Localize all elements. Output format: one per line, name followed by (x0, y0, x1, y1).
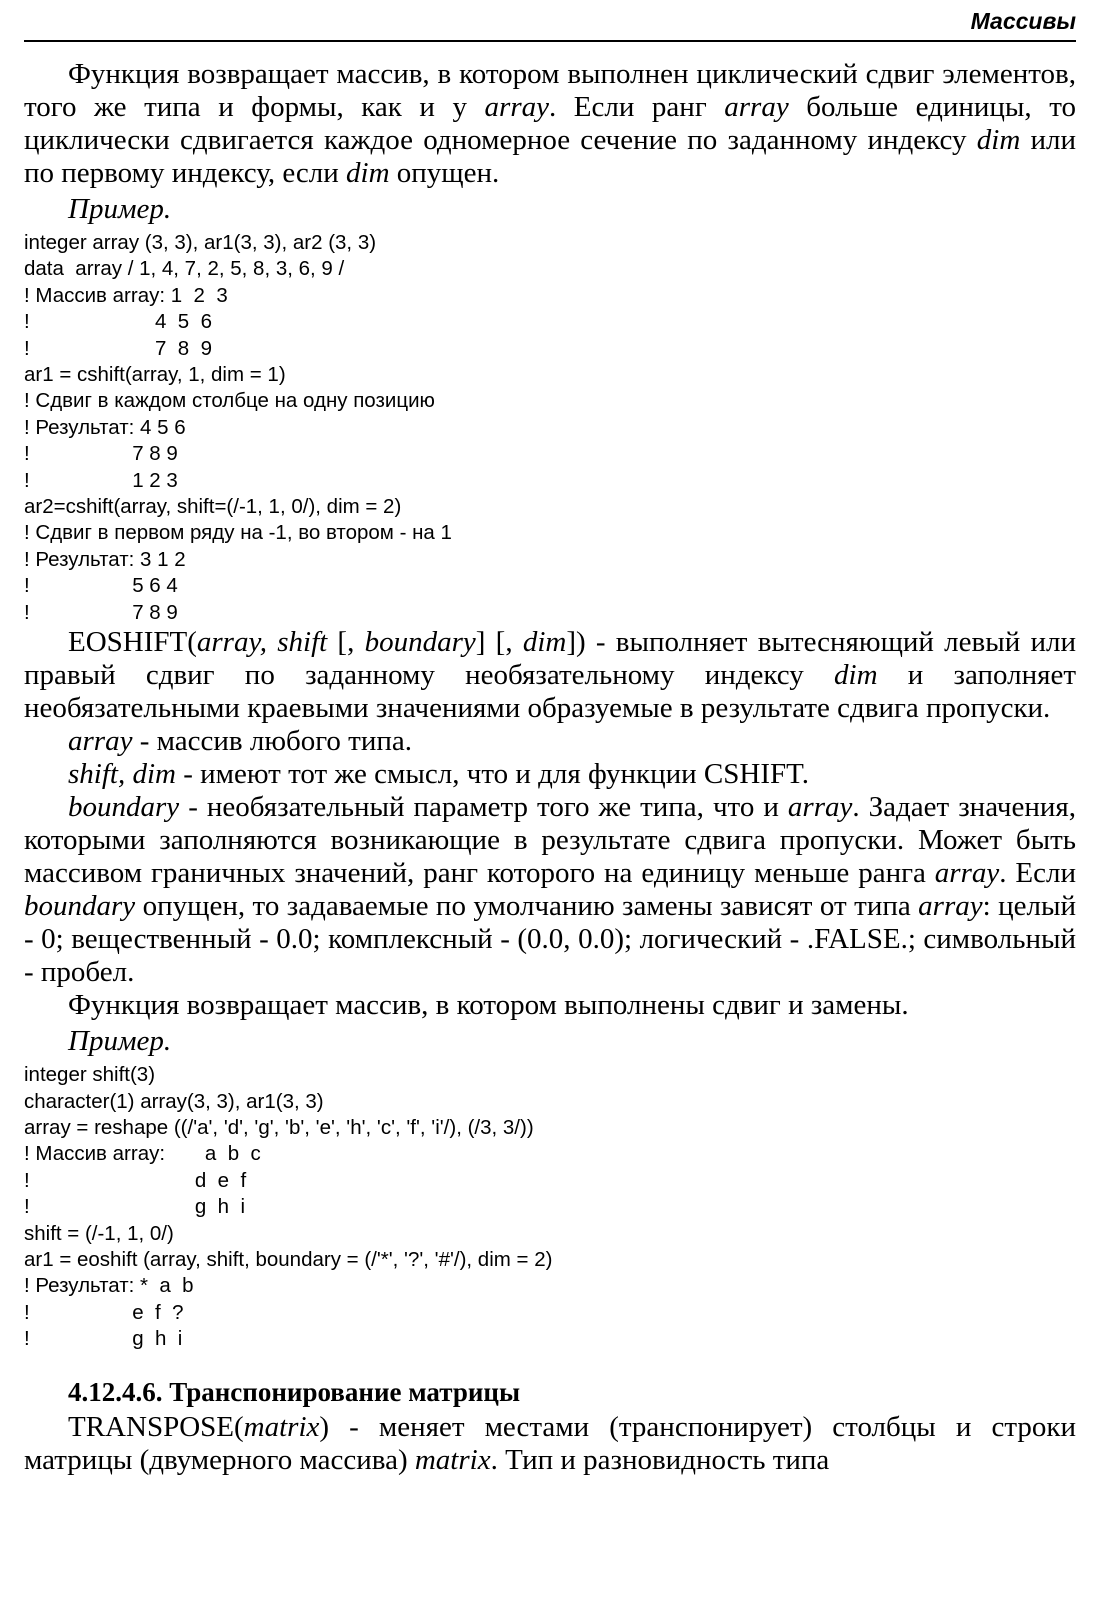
running-header: Массивы (970, 8, 1076, 34)
code-line: ! Сдвиг в каждом столбце на одну позицию (24, 389, 435, 413)
code-line: ! g h i (24, 1195, 246, 1219)
code-line: ! Результат: * a b (24, 1274, 194, 1298)
paragraph-boundary-param: boundary - необязательный параметр того же типа, что и array. Задает значения, которыми заполняются возникающие в результате сдвига пропуски. Может быть массивом граничных значений, ранг которого на единицу меньше ранга array. Если boundary опущен, то задаваемые по умолчанию замены зависят от типа array: целый - 0; вещественный - 0.0; комплексный - (0.0, 0.0); логический - .FALSE.; символьный - пробел. (24, 791, 1077, 989)
code-line: ! d e f (24, 1168, 247, 1192)
code-line: ! 7 8 9 (24, 600, 178, 624)
code-line: ! 5 6 4 (24, 574, 178, 598)
code-line: ! 7 8 9 (24, 336, 212, 360)
paragraph-cshift-result: Функция возвращает массив, в котором выполнен циклический сдвиг элементов, того же типа и формы, как и у array. Если ранг array больше единицы, то циклически сдвигается каждое одномерное сечение по заданному индексу dim или по первому индексу, если dim опущен. (24, 58, 1077, 189)
section-heading: 4.12.4.6. Транспонирование матрицы (68, 1376, 521, 1407)
code-line: ! 7 8 9 (24, 442, 178, 466)
code-line: integer shift(3) (24, 1063, 156, 1087)
code-line: ! Результат: 3 1 2 (24, 547, 186, 571)
paragraph-eoshift-result: Функция возвращает массив, в котором выполнены сдвиг и замены. (68, 989, 909, 1022)
code-line: ! Результат: 4 5 6 (24, 415, 186, 439)
paragraph-eoshift-definition: EOSHIFT(array, shift [, boundary] [, dim]) - выполняет вытесняющий левый или правый сдвиг по заданному необязательному индексу dim и заполняет необязательными краевыми значениями образуемые в результате сдвига пропуски. (24, 626, 1076, 725)
code-line: ar2=cshift(array, shift=(/-1, 1, 0/), dim = 2) (24, 495, 402, 519)
code-block-cshift (24, 230, 1076, 626)
code-line: ar1 = cshift(array, 1, dim = 1) (24, 363, 286, 387)
header-rule (24, 40, 1076, 42)
code-line: ! 4 5 6 (24, 310, 212, 334)
code-line: ! e f ? (24, 1300, 184, 1324)
example-label: Пример. (68, 193, 172, 225)
code-line: ! Сдвиг в первом ряду на -1, во втором - на 1 (24, 521, 452, 545)
code-line: shift = (/-1, 1, 0/) (24, 1221, 174, 1245)
code-line: ar1 = eoshift (array, shift, boundary = (/'*', '?', '#'/), dim = 2) (24, 1247, 553, 1271)
code-line: integer array (3, 3), ar1(3, 3), ar2 (3, 3) (24, 231, 377, 254)
example-label: Пример. (68, 1025, 172, 1058)
book-page (24, 0, 1076, 1600)
code-block-eoshift (24, 1062, 1076, 1352)
paragraph-array-param: array - массив любого типа. (68, 725, 412, 758)
page-content (24, 58, 1076, 1477)
code-line: data array / 1, 4, 7, 2, 5, 8, 3, 6, 9 / (24, 257, 345, 281)
code-line: ! Массив array: a b c (24, 1142, 261, 1166)
code-line: array = reshape ((/'a', 'd', 'g', 'b', 'e', 'h', 'c', 'f', 'i'/), (/3, 3/)) (24, 1115, 534, 1139)
code-line: ! 1 2 3 (24, 468, 178, 492)
paragraph-transpose-definition: TRANSPOSE(matrix) - меняет местами (транспонирует) столбцы и строки матрицы (двумерного массива) matrix. Тип и разновидность типа (24, 1410, 1076, 1476)
code-line: character(1) array(3, 3), ar1(3, 3) (24, 1089, 324, 1113)
code-line: ! g h i (24, 1327, 183, 1351)
paragraph-shift-dim-param: shift, dim - имеют тот же смысл, что и для функции CSHIFT. (68, 758, 809, 791)
code-line: ! Массив array: 1 2 3 (24, 283, 228, 307)
